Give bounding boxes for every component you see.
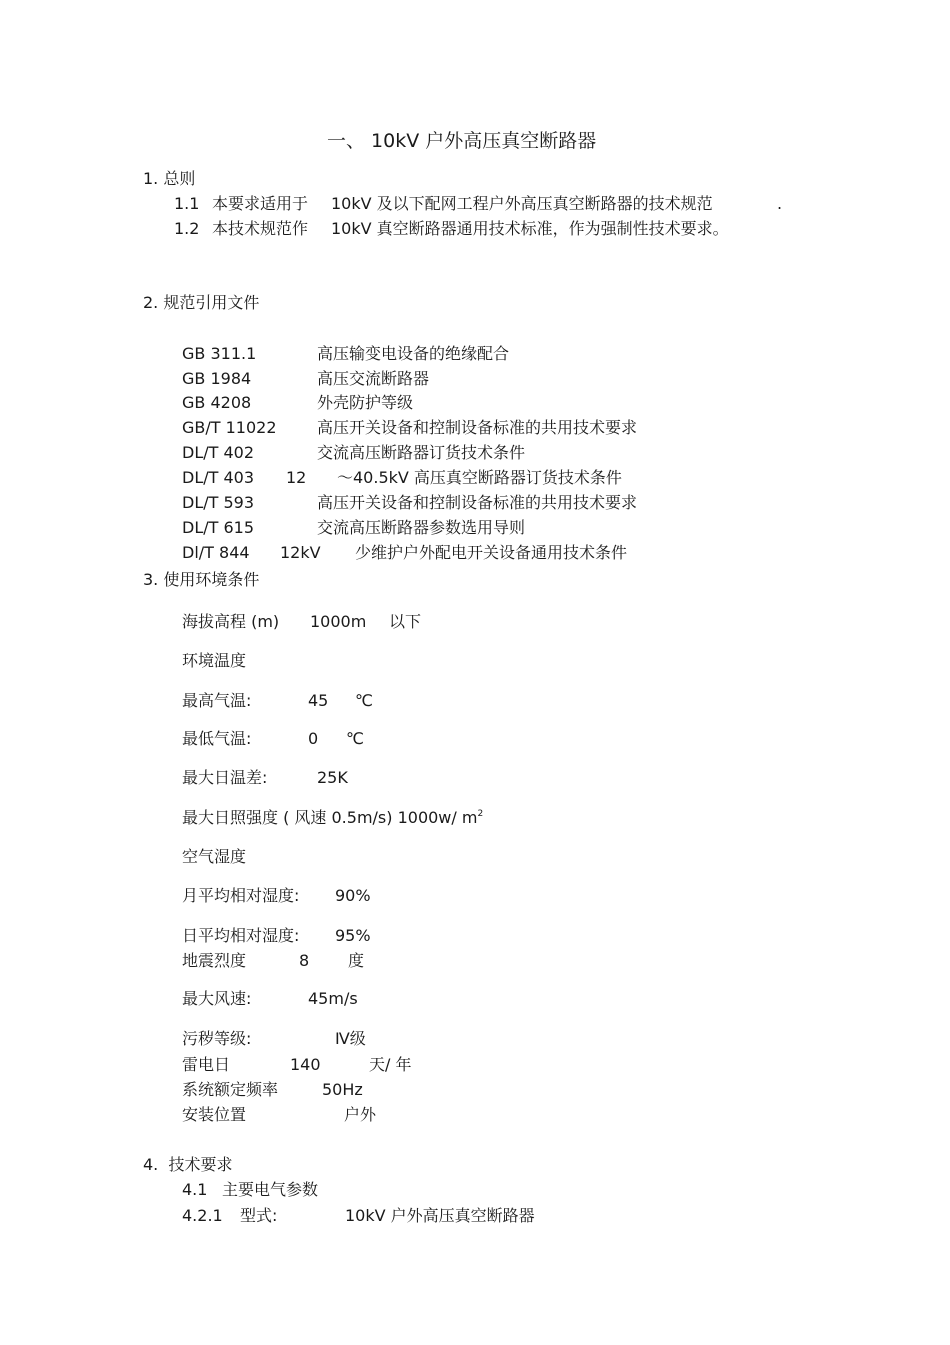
section-4-heading: 4. 技术要求 bbox=[143, 1155, 233, 1174]
seismic-unit: 度 bbox=[348, 951, 365, 970]
altitude-suffix: 以下 bbox=[389, 612, 422, 631]
item-4-1-number: 4.1 bbox=[182, 1180, 208, 1199]
seismic-label: 地震烈度 bbox=[182, 951, 247, 970]
daily-diff-value: 25K bbox=[317, 768, 348, 787]
item-4-2-1-number: 4.2.1 bbox=[182, 1206, 223, 1225]
ref-voltage: 12 bbox=[286, 468, 307, 487]
thunder-days-unit: 天/ 年 bbox=[369, 1055, 412, 1074]
ref-name: 外壳防护等级 bbox=[317, 393, 414, 412]
type-label: 型式: bbox=[240, 1206, 278, 1225]
section-1-heading: 1. 总则 bbox=[143, 169, 196, 188]
daily-humidity-label: 日平均相对湿度: bbox=[182, 926, 300, 945]
monthly-humidity-label: 月平均相对湿度: bbox=[182, 886, 300, 905]
ref-name: 少维护户外配电开关设备通用技术条件 bbox=[355, 543, 628, 562]
install-location-value: 户外 bbox=[344, 1105, 377, 1124]
ref-name: 高压输变电设备的绝缘配合 bbox=[317, 344, 510, 363]
ref-name: 高压开关设备和控制设备标准的共用技术要求 bbox=[317, 493, 638, 512]
item-4-1-text: 主要电气参数 bbox=[222, 1180, 319, 1199]
temperature-heading: 环境温度 bbox=[182, 651, 247, 670]
ref-code: DL/T 403 bbox=[182, 468, 255, 487]
humidity-heading: 空气湿度 bbox=[182, 847, 247, 866]
ref-name: 交流高压断路器订货技术条件 bbox=[317, 443, 526, 462]
section-3-heading: 3. 使用环境条件 bbox=[143, 570, 260, 589]
ref-code: GB/T 11022 bbox=[182, 418, 277, 437]
section-2-heading: 2. 规范引用文件 bbox=[143, 293, 260, 312]
item-1-1-period: . bbox=[777, 194, 783, 213]
seismic-value: 8 bbox=[299, 951, 310, 970]
max-temp-label: 最高气温: bbox=[182, 691, 252, 710]
item-1-2-text-b: 10kV 真空断路器通用技术标准，作为强制性技术要求。 bbox=[331, 219, 729, 238]
type-value: 10kV 户外高压真空断路器 bbox=[345, 1206, 535, 1225]
ref-code: GB 4208 bbox=[182, 393, 252, 412]
ref-name: ～40.5kV 高压真空断路器订货技术条件 bbox=[337, 468, 622, 487]
thunder-days-value: 140 bbox=[290, 1055, 321, 1074]
item-1-2-number: 1.2 bbox=[174, 219, 200, 238]
ref-name: 高压开关设备和控制设备标准的共用技术要求 bbox=[317, 418, 638, 437]
max-temp-value: 45 bbox=[308, 691, 329, 710]
solar-unit-exponent: 2 bbox=[477, 809, 484, 819]
ref-code: GB 1984 bbox=[182, 369, 252, 388]
min-temp-unit: ℃ bbox=[346, 729, 364, 748]
max-temp-unit: ℃ bbox=[355, 691, 373, 710]
install-location-label: 安装位置 bbox=[182, 1105, 247, 1124]
wind-value: 45m/s bbox=[308, 989, 358, 1008]
daily-humidity-value: 95% bbox=[335, 926, 371, 945]
item-1-1-text-b: 10kV 及以下配网工程户外高压真空断路器的技术规范 bbox=[331, 194, 713, 213]
monthly-humidity-value: 90% bbox=[335, 886, 371, 905]
pollution-value: Ⅳ级 bbox=[335, 1029, 366, 1048]
ref-code: DL/T 615 bbox=[182, 518, 255, 537]
wind-label: 最大风速: bbox=[182, 989, 252, 1008]
daily-diff-label: 最大日温差: bbox=[182, 768, 268, 787]
min-temp-label: 最低气温: bbox=[182, 729, 252, 748]
ref-code: DL/T 593 bbox=[182, 493, 255, 512]
solar-unit: m bbox=[461, 808, 478, 827]
altitude-value: 1000m bbox=[310, 612, 367, 631]
ref-voltage: 12kV bbox=[280, 543, 321, 562]
item-1-1-number: 1.1 bbox=[174, 194, 200, 213]
frequency-value: 50Hz bbox=[322, 1080, 363, 1099]
item-1-2-text-a: 本技术规范作 bbox=[212, 219, 309, 238]
item-1-1-text-a: 本要求适用于 bbox=[212, 194, 309, 213]
min-temp-value: 0 bbox=[308, 729, 319, 748]
altitude-label: 海拔高程 (m) bbox=[182, 612, 280, 631]
solar-radiation bbox=[182, 808, 483, 831]
page-title: 一、 10kV 户外高压真空断路器 bbox=[327, 130, 597, 152]
frequency-label: 系统额定频率 bbox=[182, 1080, 279, 1099]
pollution-label: 污秽等级: bbox=[182, 1029, 252, 1048]
ref-code: GB 311.1 bbox=[182, 344, 257, 363]
ref-code: Dl/T 844 bbox=[182, 543, 250, 562]
thunder-days-label: 雷电日 bbox=[182, 1055, 231, 1074]
ref-code: DL/T 402 bbox=[182, 443, 255, 462]
solar-text: 最大日照强度 ( 风速 0.5m/s) 1000w/ bbox=[182, 808, 457, 827]
ref-name: 交流高压断路器参数选用导则 bbox=[317, 518, 526, 537]
ref-name: 高压交流断路器 bbox=[317, 369, 430, 388]
